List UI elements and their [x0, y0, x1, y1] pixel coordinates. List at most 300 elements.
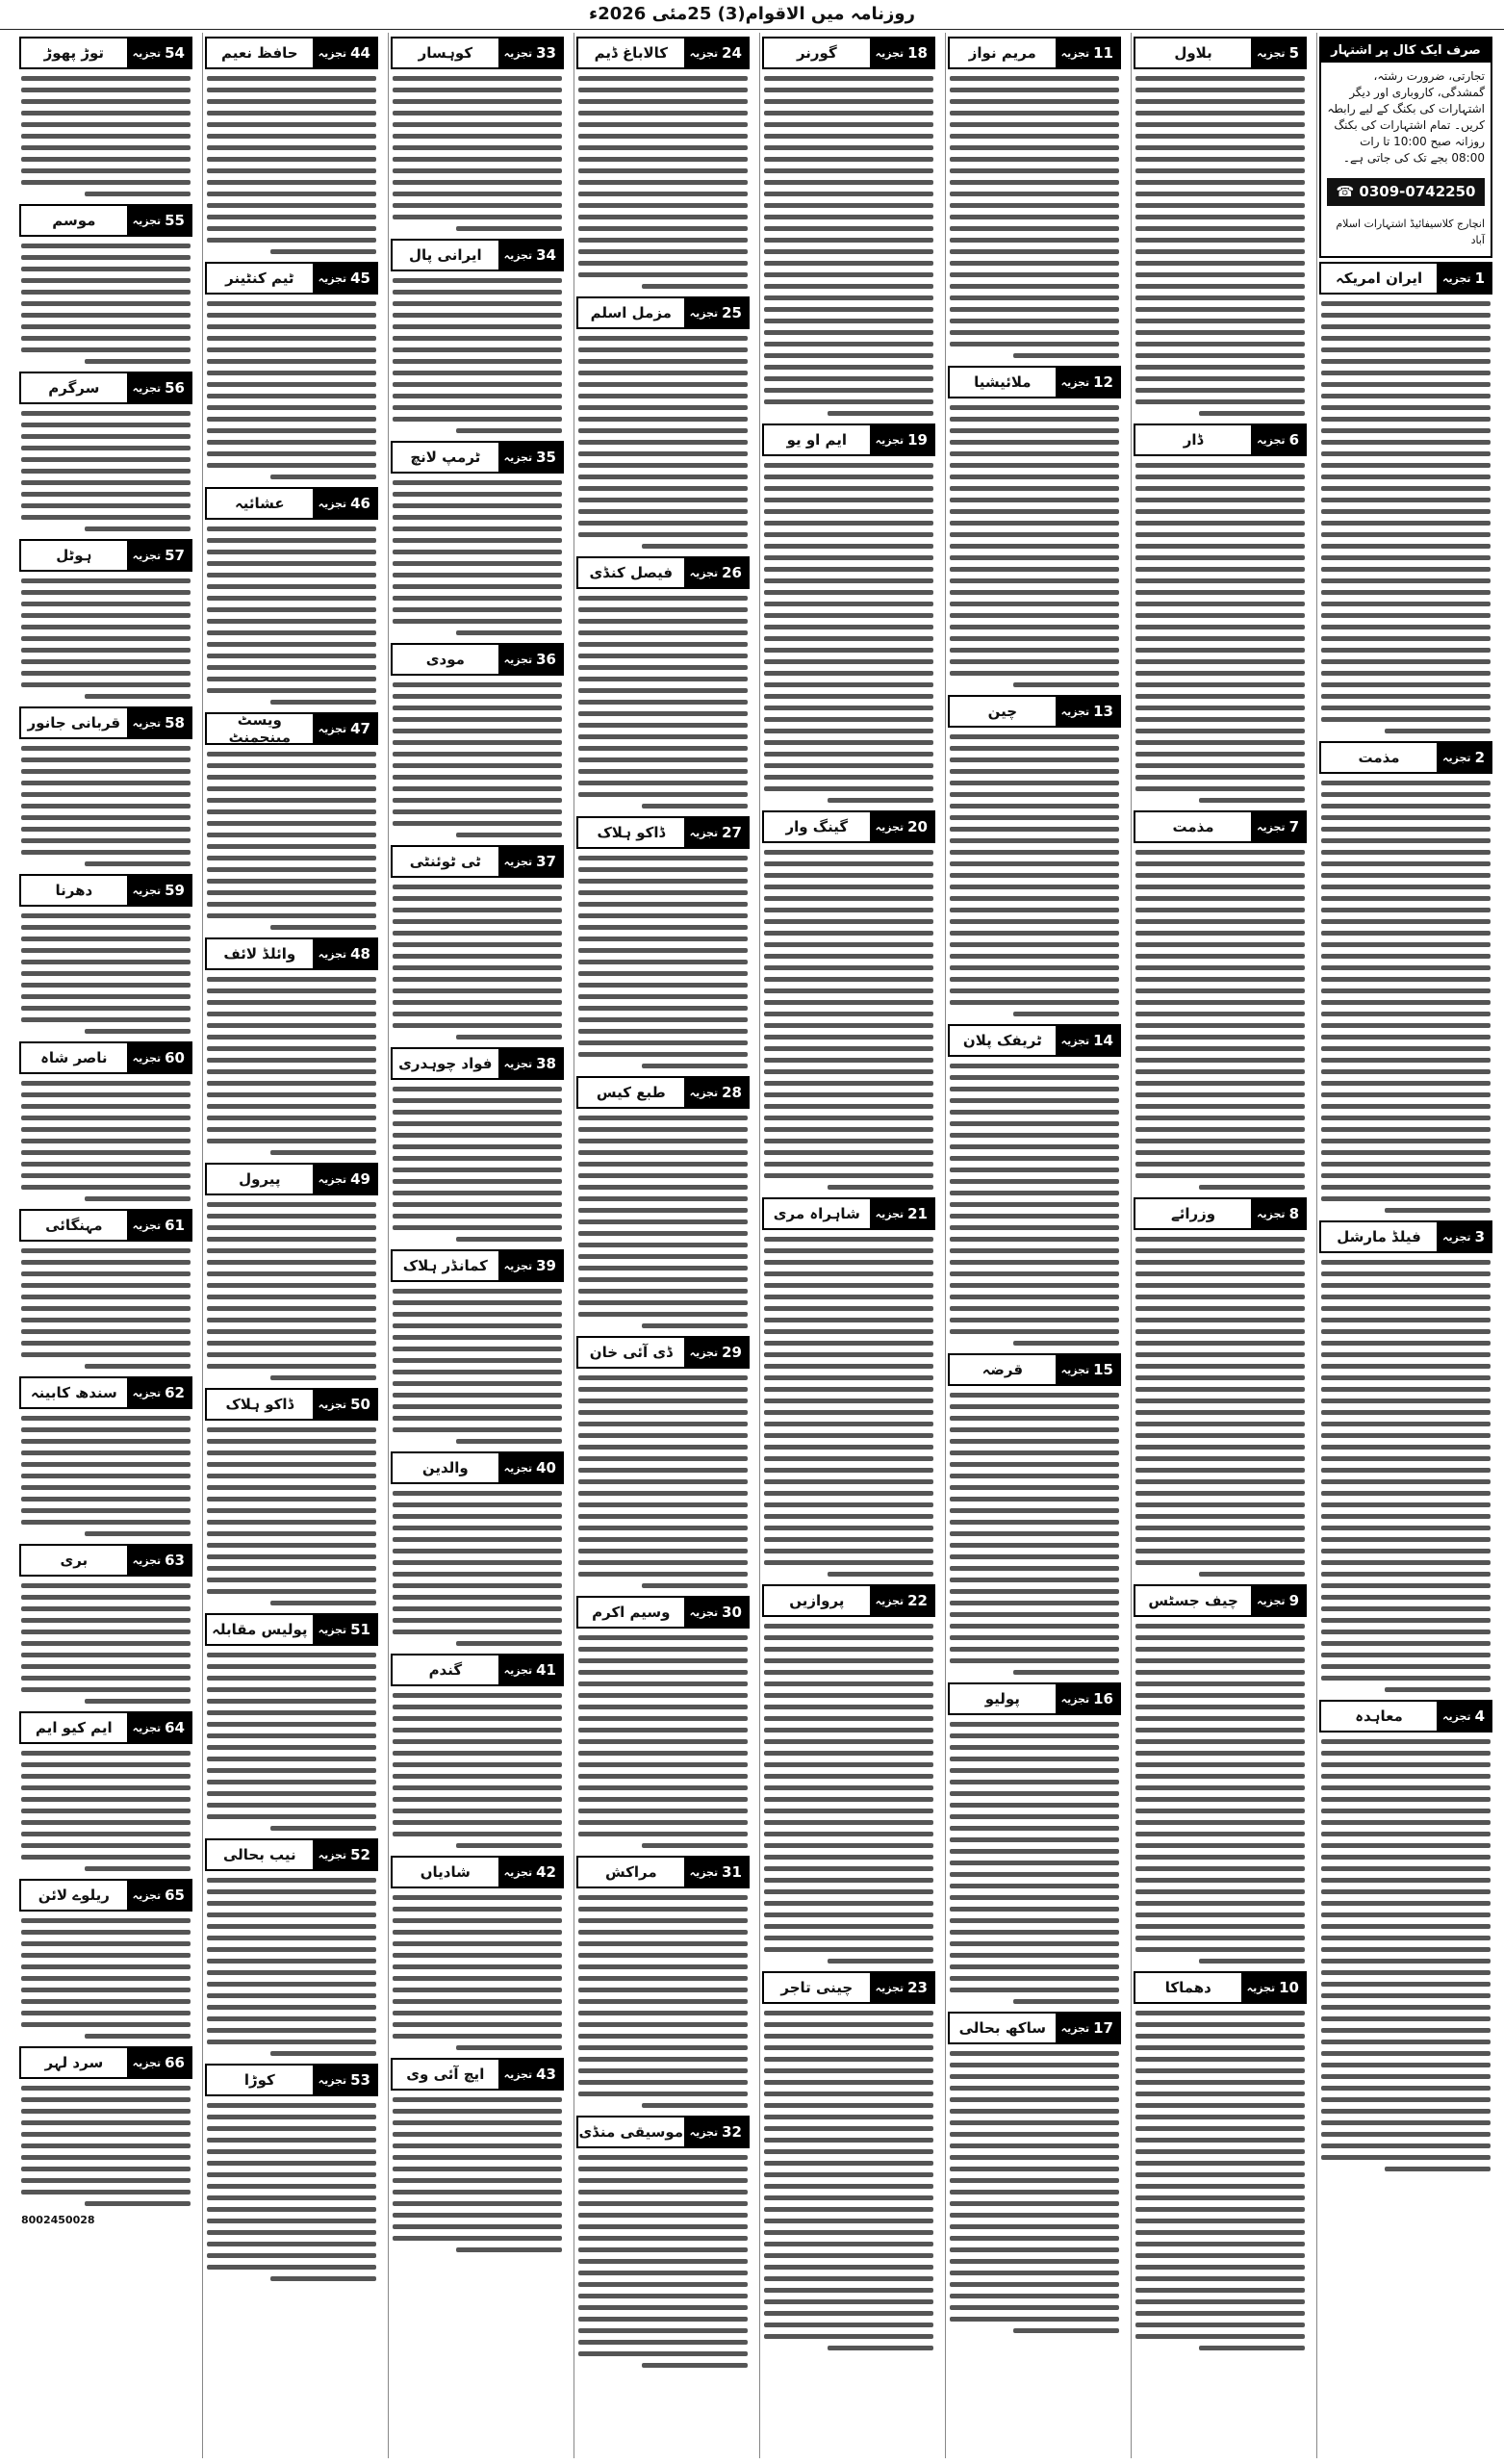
story-number: 48 — [350, 945, 370, 962]
story-number: 35 — [536, 449, 556, 466]
text-line — [950, 261, 1119, 266]
text-line — [1321, 1878, 1491, 1883]
story-number: 3 — [1474, 1228, 1485, 1245]
text-line — [393, 1762, 562, 1767]
text-line — [207, 665, 376, 670]
text-line — [1135, 1058, 1305, 1063]
text-line — [1321, 954, 1491, 959]
news-story — [574, 556, 752, 808]
text-line — [578, 1918, 748, 1923]
text-line — [1135, 1843, 1305, 1848]
text-line — [1321, 1173, 1491, 1178]
text-line — [393, 2190, 562, 2194]
text-line — [1321, 1260, 1491, 1265]
text-line — [207, 1757, 376, 1761]
text-line — [578, 711, 748, 716]
text-line — [393, 480, 562, 485]
text-line — [1321, 2109, 1491, 2114]
story-number: 33 — [536, 44, 556, 62]
text-line — [1321, 532, 1491, 537]
text-line — [393, 2120, 562, 2125]
text-line — [393, 168, 562, 173]
text-line — [270, 700, 376, 705]
text-line — [578, 215, 748, 219]
text-line — [764, 567, 933, 572]
text-line — [21, 2132, 191, 2137]
text-line — [393, 977, 562, 982]
text-line — [764, 873, 933, 878]
story-number: 55 — [165, 212, 185, 229]
text-line — [578, 1976, 748, 1981]
text-line — [950, 757, 1119, 762]
news-story — [203, 262, 380, 479]
story-number-tab — [498, 443, 562, 472]
text-line — [21, 1508, 191, 1513]
story-label: تجزیہ — [1257, 820, 1286, 834]
text-line — [1321, 1947, 1491, 1952]
text-line — [1321, 2132, 1491, 2137]
text-line — [1135, 1035, 1305, 1040]
story-header — [19, 372, 192, 404]
text-line — [207, 428, 376, 433]
story-title: ایم او یو — [786, 431, 848, 449]
story-title: مراکش — [604, 1863, 657, 1881]
text-line — [578, 1635, 748, 1640]
news-story — [1132, 1197, 1309, 1577]
text-line — [393, 313, 562, 318]
text-line — [1321, 1606, 1491, 1611]
story-header — [948, 366, 1121, 398]
text-line — [578, 1537, 748, 1542]
text-line — [578, 2080, 748, 2085]
story-title: ایران امریکہ — [1335, 270, 1423, 287]
text-line — [950, 1930, 1119, 1935]
text-line — [393, 584, 562, 589]
story-header — [576, 296, 750, 329]
text-line — [578, 451, 748, 456]
story-header — [391, 845, 564, 878]
text-line — [1135, 590, 1305, 595]
text-line — [1135, 1739, 1305, 1744]
text-line — [1135, 1046, 1305, 1051]
ad-body: تجارتی، ضرورت رشتہ، گمشدگی، کاروباری اور دیگر اشتہارات کی بکنگ کے لیے رابطہ کریں۔ تمام اشتہارات کی بکنگ روزانہ صبح 10:00 تا رات 08:00 بجے تک کی جاتی ہے۔ — [1327, 69, 1485, 165]
story-title: سرگرم — [48, 379, 100, 397]
text-line — [764, 99, 933, 104]
text-line — [950, 671, 1119, 676]
story-number-tab — [1056, 1684, 1119, 1713]
text-line — [950, 1179, 1119, 1184]
text-line — [1321, 509, 1491, 514]
text-line — [1321, 417, 1491, 422]
story-number-tab — [1251, 1199, 1305, 1228]
text-line — [21, 411, 191, 416]
story-number: 7 — [1288, 818, 1299, 835]
story-number: 13 — [1093, 703, 1113, 720]
text-line — [950, 203, 1119, 208]
text-line — [207, 642, 376, 647]
text-line — [578, 134, 748, 139]
text-line — [207, 301, 376, 306]
text-line — [642, 544, 748, 549]
story-number: 23 — [907, 1979, 928, 1996]
text-line — [1321, 1046, 1491, 1051]
story-header — [576, 1076, 750, 1109]
story-header — [19, 1041, 192, 1074]
story-title: وائلڈ لائف — [223, 945, 296, 962]
story-header — [391, 1249, 564, 1282]
text-line — [1135, 1306, 1305, 1311]
story-number: 2 — [1474, 749, 1485, 766]
text-line — [764, 1537, 933, 1542]
text-line — [764, 1658, 933, 1663]
text-line — [1321, 371, 1491, 375]
story-label: تجزیہ — [1060, 1692, 1090, 1706]
story-label: تجزیہ — [318, 497, 347, 510]
text-line — [1135, 2276, 1305, 2281]
text-line — [1135, 1560, 1305, 1565]
story-label: تجزیہ — [132, 1721, 162, 1734]
text-line — [1135, 330, 1305, 335]
text-line — [1135, 625, 1305, 629]
text-line — [207, 2230, 376, 2235]
text-line — [578, 2305, 748, 2310]
text-line — [950, 1225, 1119, 1230]
text-line — [393, 122, 562, 127]
text-line — [393, 157, 562, 162]
text-line — [828, 1572, 933, 1577]
text-line — [393, 336, 562, 341]
text-line — [578, 1040, 748, 1045]
text-line — [578, 1375, 748, 1380]
story-label: تجزیہ — [875, 1594, 905, 1607]
story-label: تجزیہ — [503, 1663, 533, 1677]
ad-heading: صرف ایک کال پر اشتہار — [1321, 38, 1491, 63]
text-line — [393, 76, 562, 81]
text-line — [578, 1514, 748, 1519]
text-line — [207, 2172, 376, 2177]
story-number-tab — [1251, 425, 1305, 454]
story-title: گینگ وار — [785, 818, 849, 835]
text-line — [950, 838, 1119, 843]
text-line — [950, 1121, 1119, 1126]
text-line — [1135, 226, 1305, 231]
text-line — [950, 145, 1119, 150]
story-number: 40 — [536, 1459, 556, 1476]
text-line — [950, 2224, 1119, 2229]
news-story — [760, 424, 937, 803]
story-title: ہوٹل — [56, 547, 92, 564]
text-line — [950, 509, 1119, 514]
story-number: 47 — [350, 720, 370, 737]
text-line — [207, 1982, 376, 1987]
text-line — [393, 203, 562, 208]
text-line — [764, 261, 933, 266]
text-line — [1135, 376, 1305, 381]
news-story — [17, 1209, 194, 1369]
text-line — [828, 2346, 933, 2350]
story-header — [948, 2012, 1121, 2044]
story-number: 18 — [907, 44, 928, 62]
text-line — [950, 1895, 1119, 1900]
text-line — [207, 2005, 376, 2010]
text-line — [1135, 1762, 1305, 1767]
news-story — [946, 1024, 1123, 1346]
text-line — [950, 1474, 1119, 1478]
story-title: مریم نواز — [968, 44, 1036, 62]
story-number: 56 — [165, 379, 185, 397]
text-line — [1135, 659, 1305, 664]
text-line — [207, 371, 376, 375]
story-number: 39 — [536, 1257, 556, 1274]
text-line — [1135, 1624, 1305, 1629]
text-line — [950, 544, 1119, 549]
text-line — [950, 2213, 1119, 2218]
text-line — [764, 1410, 933, 1415]
text-line — [950, 417, 1119, 422]
news-column — [202, 33, 380, 2458]
text-line — [950, 1075, 1119, 1080]
text-line — [1321, 1058, 1491, 1063]
text-line — [85, 526, 191, 531]
text-line — [21, 2120, 191, 2125]
text-line — [764, 1809, 933, 1813]
text-line — [764, 1318, 933, 1322]
text-line — [1321, 896, 1491, 901]
text-line — [764, 203, 933, 208]
story-number-tab — [684, 818, 748, 847]
text-line — [578, 359, 748, 364]
text-line — [1135, 111, 1305, 116]
text-line — [21, 1427, 191, 1432]
text-line — [21, 2155, 191, 2160]
text-line — [578, 2317, 748, 2322]
text-line — [1135, 2057, 1305, 2062]
story-number-tab — [684, 38, 748, 67]
text-line — [207, 1520, 376, 1525]
text-line — [1135, 729, 1305, 733]
text-line — [578, 913, 748, 918]
text-line — [207, 1139, 376, 1143]
text-line — [393, 1179, 562, 1184]
text-line — [578, 405, 748, 410]
text-line — [207, 1352, 376, 1357]
text-line — [393, 1953, 562, 1958]
story-number: 62 — [165, 1384, 185, 1401]
text-line — [207, 2184, 376, 2189]
text-line — [270, 1150, 376, 1155]
text-line — [764, 376, 933, 381]
text-line — [578, 2282, 748, 2287]
text-line — [578, 463, 748, 468]
text-line — [393, 111, 562, 116]
text-line — [207, 1058, 376, 1063]
story-number: 8 — [1288, 1205, 1299, 1222]
story-title: مزمل اسلم — [590, 304, 672, 321]
text-line — [393, 1491, 562, 1496]
text-line — [764, 509, 933, 514]
text-line — [21, 827, 191, 832]
text-line — [578, 203, 748, 208]
text-line — [578, 1988, 748, 1992]
text-line — [764, 486, 933, 491]
text-line — [578, 867, 748, 872]
text-line — [578, 475, 748, 479]
story-number: 19 — [907, 431, 928, 449]
story-number: 41 — [536, 1661, 556, 1679]
news-story — [1132, 1971, 1309, 2350]
text-line — [764, 2080, 933, 2085]
text-line — [764, 1069, 933, 1074]
text-line — [393, 1335, 562, 1340]
text-line — [764, 2230, 933, 2235]
text-line — [764, 942, 933, 947]
text-line — [764, 1912, 933, 1917]
story-label: تجزیہ — [132, 214, 162, 227]
story-title: پولیو — [984, 1690, 1020, 1707]
news-story — [389, 1856, 566, 2050]
text-line — [207, 573, 376, 578]
text-line — [950, 1110, 1119, 1115]
text-line — [21, 2143, 191, 2148]
text-line — [1135, 284, 1305, 289]
text-line — [393, 717, 562, 722]
text-line — [21, 1341, 191, 1346]
news-story — [389, 2058, 566, 2252]
story-title: مہنگائی — [45, 1217, 103, 1234]
text-line — [950, 977, 1119, 982]
text-line — [764, 717, 933, 722]
text-line — [764, 578, 933, 583]
text-line — [393, 1404, 562, 1409]
text-line — [393, 908, 562, 912]
text-line — [85, 861, 191, 866]
text-line — [950, 99, 1119, 104]
text-line — [1321, 1924, 1491, 1929]
text-line — [1321, 659, 1491, 664]
story-label: تجزیہ — [689, 826, 719, 839]
text-line — [578, 1116, 748, 1120]
text-line — [642, 2103, 748, 2108]
text-line — [393, 1537, 562, 1542]
text-line — [764, 2011, 933, 2015]
text-line — [1135, 1774, 1305, 1779]
text-line — [393, 1514, 562, 1519]
text-line — [764, 1260, 933, 1265]
story-number: 60 — [165, 1049, 185, 1066]
story-header — [391, 441, 564, 474]
text-line — [393, 1930, 562, 1935]
text-line — [578, 1127, 748, 1132]
text-line — [207, 1069, 376, 1074]
story-title: چینی تاجر — [780, 1979, 854, 1996]
text-line — [207, 1427, 376, 1432]
text-line — [207, 2115, 376, 2119]
text-line — [1135, 2323, 1305, 2327]
news-story — [389, 239, 566, 433]
text-line — [393, 1358, 562, 1363]
text-line — [1135, 1820, 1305, 1825]
text-line — [1135, 1647, 1305, 1652]
text-line — [1135, 1352, 1305, 1357]
text-line — [207, 2161, 376, 2166]
news-story — [1317, 741, 1494, 1213]
text-line — [764, 919, 933, 924]
text-line — [764, 295, 933, 300]
text-line — [1135, 1150, 1305, 1155]
story-number-tab — [313, 1165, 376, 1194]
text-line — [642, 1843, 748, 1848]
text-line — [1321, 942, 1491, 947]
story-number-tab — [870, 38, 933, 67]
text-line — [950, 2074, 1119, 2079]
text-line — [207, 1578, 376, 1582]
text-line — [456, 2045, 562, 2050]
story-label: تجزیہ — [318, 46, 347, 60]
text-line — [764, 1092, 933, 1097]
story-number: 54 — [165, 44, 185, 62]
text-line — [21, 1116, 191, 1120]
story-title: بری — [60, 1552, 89, 1569]
text-line — [21, 1092, 191, 1097]
text-line — [1321, 1092, 1491, 1097]
story-title: پولیس مقابلہ — [212, 1621, 308, 1638]
text-line — [1135, 1127, 1305, 1132]
text-line — [764, 1635, 933, 1640]
text-line — [764, 1271, 933, 1276]
text-line — [950, 1578, 1119, 1582]
text-line — [1321, 1572, 1491, 1577]
text-line — [950, 2305, 1119, 2310]
newspaper-masthead: روزنامہ میں الاقوام(3) 25مئی 2026ء — [0, 0, 1504, 30]
text-line — [1321, 804, 1491, 808]
story-number-tab — [498, 241, 562, 270]
text-line — [1321, 475, 1491, 479]
text-line — [950, 2051, 1119, 2056]
text-line — [950, 1427, 1119, 1432]
text-line — [1135, 399, 1305, 404]
text-line — [950, 498, 1119, 502]
text-line — [764, 1889, 933, 1894]
story-label: تجزیہ — [689, 1605, 719, 1619]
text-line — [207, 2195, 376, 2200]
text-line — [764, 1352, 933, 1357]
text-line — [393, 417, 562, 422]
news-story — [946, 366, 1123, 687]
text-line — [21, 1964, 191, 1969]
text-line — [578, 2294, 748, 2298]
text-line — [207, 2040, 376, 2044]
text-line — [207, 2253, 376, 2258]
text-line — [950, 1803, 1119, 1808]
story-header — [19, 1711, 192, 1744]
text-line — [1135, 2034, 1305, 2039]
story-title: ٹیم کنٹینر — [225, 270, 294, 287]
text-line — [578, 2340, 748, 2345]
text-line — [207, 1814, 376, 1819]
story-title: وزرائے — [1170, 1205, 1216, 1222]
text-line — [1321, 861, 1491, 866]
story-header — [762, 810, 935, 843]
text-line — [21, 671, 191, 676]
text-line — [393, 1976, 562, 1981]
text-line — [207, 1878, 376, 1883]
text-line — [578, 1433, 748, 1438]
news-story — [389, 1047, 566, 1242]
text-line — [950, 2271, 1119, 2275]
text-line — [578, 757, 748, 762]
text-line — [21, 2011, 191, 2015]
text-line — [393, 1000, 562, 1005]
